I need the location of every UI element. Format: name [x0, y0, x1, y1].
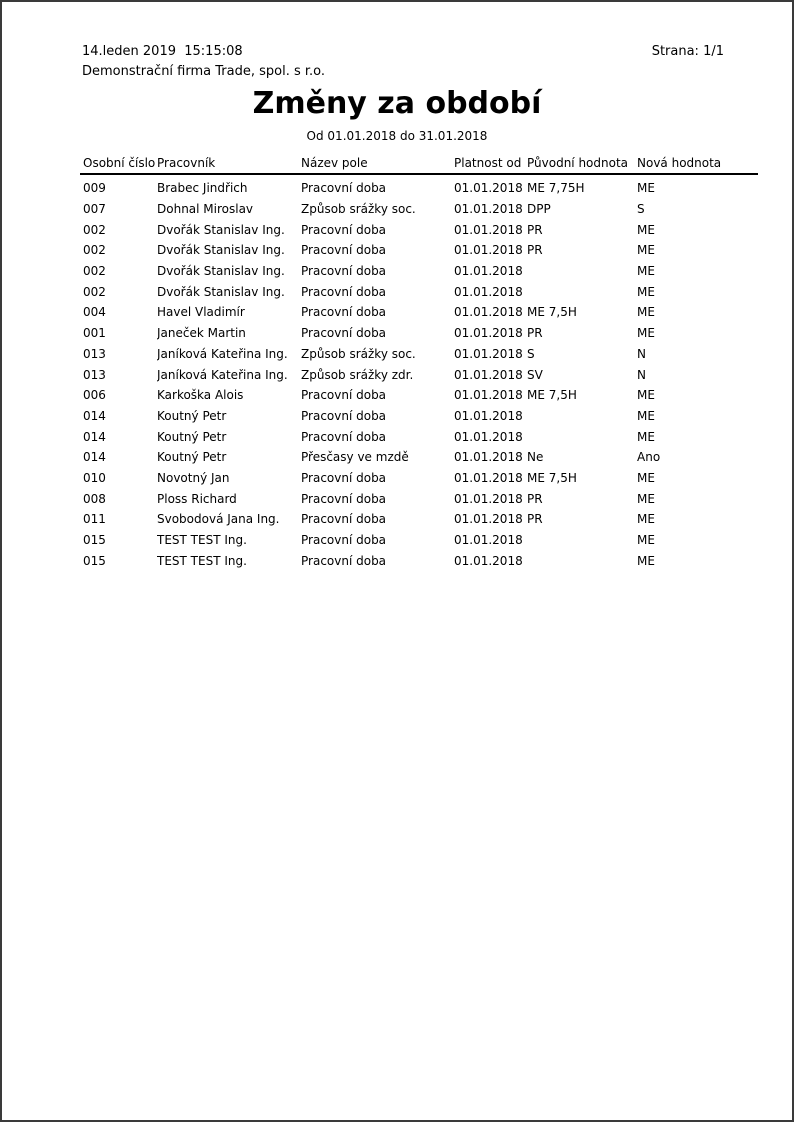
cell: Janíková Kateřina Ing.	[157, 346, 288, 361]
cell: 01.01.2018	[454, 222, 523, 237]
table-row	[80, 468, 758, 489]
column-header-original-value: Původní hodnota	[527, 156, 637, 174]
cell: Dvořák Stanislav Ing.	[157, 243, 285, 258]
cell: ME 7,5H	[527, 388, 577, 403]
cell: Způsob srážky soc.	[301, 346, 416, 361]
table-header	[80, 156, 758, 174]
column-header-new-value: Nová hodnota	[637, 156, 758, 174]
cell: 01.01.2018	[454, 243, 523, 258]
cell	[527, 530, 637, 551]
cell: 013	[83, 346, 106, 361]
column-header-personal-number: Osobní číslo	[80, 156, 157, 174]
cell: Pracovní doba	[301, 181, 387, 196]
table-row	[80, 447, 758, 468]
cell: Ne	[527, 450, 544, 465]
cell: Pracovní doba	[301, 264, 387, 279]
cell: Pracovní doba	[301, 429, 387, 444]
report-title: Změny za období	[252, 86, 542, 121]
column-header-employee: Pracovník	[157, 156, 301, 174]
cell: 004	[83, 305, 106, 320]
cell: 01.01.2018	[454, 533, 523, 548]
page-number: Strana: 1/1	[651, 44, 724, 59]
cell: Způsob srážky soc.	[301, 202, 416, 217]
cell: ME	[637, 284, 655, 299]
cell: 014	[83, 408, 106, 423]
cell: 01.01.2018	[454, 284, 523, 299]
table-row	[80, 240, 758, 261]
changes-table	[80, 156, 758, 571]
cell: SV	[527, 367, 543, 382]
cell: Havel Vladimír	[157, 305, 245, 320]
cell: ME	[637, 305, 655, 320]
table-row	[80, 344, 758, 365]
cell: 01.01.2018	[454, 264, 523, 279]
cell: 01.01.2018	[454, 326, 523, 341]
cell: 01.01.2018	[454, 429, 523, 444]
cell: PR	[527, 491, 543, 506]
cell: Janíková Kateřina Ing.	[157, 367, 288, 382]
cell: 01.01.2018	[454, 305, 523, 320]
cell: 014	[83, 450, 106, 465]
cell: Přesčasy ve mzdě	[301, 450, 409, 465]
cell: ME	[637, 491, 655, 506]
cell: 01.01.2018	[454, 388, 523, 403]
cell: ME	[637, 533, 655, 548]
cell: Dvořák Stanislav Ing.	[157, 222, 285, 237]
cell: ME	[637, 222, 655, 237]
table-row	[80, 426, 758, 447]
cell: 014	[83, 429, 106, 444]
cell	[527, 550, 637, 571]
cell: PR	[527, 243, 543, 258]
cell: Pracovní doba	[301, 470, 387, 485]
cell: Pracovní doba	[301, 388, 387, 403]
cell: 015	[83, 533, 106, 548]
cell: Ano	[637, 450, 661, 465]
table-row	[80, 364, 758, 385]
cell: Koutný Petr	[157, 429, 227, 444]
table-row	[80, 488, 758, 509]
cell: 007	[83, 202, 106, 217]
cell: ME	[637, 243, 655, 258]
cell: 01.01.2018	[454, 367, 523, 382]
cell: Dohnal Miroslav	[157, 202, 254, 217]
cell: ME	[637, 429, 655, 444]
cell: 01.01.2018	[454, 450, 523, 465]
cell: 002	[83, 284, 106, 299]
cell: ME	[637, 553, 655, 568]
header-left	[82, 42, 325, 82]
cell: N	[637, 367, 646, 382]
table-row	[80, 302, 758, 323]
cell: Novotný Jan	[157, 470, 230, 485]
cell: 013	[83, 367, 106, 382]
cell: ME	[637, 264, 655, 279]
company-name: Demonstrační firma Trade, spol. s r.o.	[82, 64, 326, 79]
cell: 008	[83, 491, 106, 506]
cell: 015	[83, 553, 106, 568]
cell: ME	[637, 326, 655, 341]
cell: Janeček Martin	[157, 326, 246, 341]
table-header-row	[80, 156, 758, 174]
cell: ME 7,5H	[527, 305, 577, 320]
cell: Pracovní doba	[301, 553, 387, 568]
cell: 01.01.2018	[454, 470, 523, 485]
cell: 01.01.2018	[454, 491, 523, 506]
cell: 011	[83, 512, 106, 527]
cell: 01.01.2018	[454, 202, 523, 217]
cell: Dvořák Stanislav Ing.	[157, 264, 285, 279]
cell: ME 7,5H	[527, 470, 577, 485]
cell: PR	[527, 512, 543, 527]
cell: Pracovní doba	[301, 284, 387, 299]
table-row	[80, 385, 758, 406]
column-header-field-name: Název pole	[301, 156, 454, 174]
cell: Pracovní doba	[301, 305, 387, 320]
cell: 009	[83, 181, 106, 196]
cell: Dvořák Stanislav Ing.	[157, 284, 285, 299]
cell: ME	[637, 408, 655, 423]
cell: 01.01.2018	[454, 181, 523, 196]
cell: TEST TEST Ing.	[157, 533, 247, 548]
cell: Pracovní doba	[301, 326, 387, 341]
cell: 01.01.2018	[454, 553, 523, 568]
cell: ME	[637, 512, 655, 527]
table-row	[80, 323, 758, 344]
cell: Svobodová Jana Ing.	[157, 512, 280, 527]
cell: 006	[83, 388, 106, 403]
cell	[527, 426, 637, 447]
cell: 01.01.2018	[454, 512, 523, 527]
cell: 002	[83, 243, 106, 258]
cell: PR	[527, 326, 543, 341]
cell: 010	[83, 470, 106, 485]
cell: 01.01.2018	[454, 346, 523, 361]
cell: ME	[637, 181, 655, 196]
report-period: Od 01.01.2018 do 31.01.2018	[306, 129, 488, 143]
print-datetime: 14.leden 2019 15:15:08	[82, 44, 243, 59]
cell: ME	[637, 470, 655, 485]
cell: 002	[83, 222, 106, 237]
cell: Brabec Jindřich	[157, 181, 248, 196]
cell: Pracovní doba	[301, 243, 387, 258]
cell: Pracovní doba	[301, 491, 387, 506]
column-header-valid-from: Platnost od	[454, 156, 527, 174]
cell	[527, 406, 637, 427]
cell: ME 7,75H	[527, 181, 585, 196]
table-row	[80, 550, 758, 571]
cell: Pracovní doba	[301, 533, 387, 548]
cell: ME	[637, 388, 655, 403]
table-row	[80, 219, 758, 240]
cell: DPP	[527, 202, 551, 217]
cell: 01.01.2018	[454, 408, 523, 423]
table-row	[80, 530, 758, 551]
cell	[527, 281, 637, 302]
cell: N	[637, 346, 646, 361]
cell: Koutný Petr	[157, 450, 227, 465]
table-row	[80, 261, 758, 282]
cell: 001	[83, 326, 106, 341]
cell: Pracovní doba	[301, 408, 387, 423]
table-row	[80, 174, 758, 199]
cell: Ploss Richard	[157, 491, 237, 506]
cell	[527, 261, 637, 282]
cell: S	[637, 202, 645, 217]
cell: Způsob srážky zdr.	[301, 367, 414, 382]
table-row	[80, 199, 758, 220]
cell: 002	[83, 264, 106, 279]
cell: Pracovní doba	[301, 512, 387, 527]
report-header	[82, 42, 724, 82]
table-row	[80, 281, 758, 302]
table-row	[80, 406, 758, 427]
cell: Pracovní doba	[301, 222, 387, 237]
table-body	[80, 174, 758, 571]
cell: Koutný Petr	[157, 408, 227, 423]
cell: PR	[527, 222, 543, 237]
cell: TEST TEST Ing.	[157, 553, 247, 568]
cell: Karkoška Alois	[157, 388, 244, 403]
cell: S	[527, 346, 535, 361]
table-row	[80, 509, 758, 530]
